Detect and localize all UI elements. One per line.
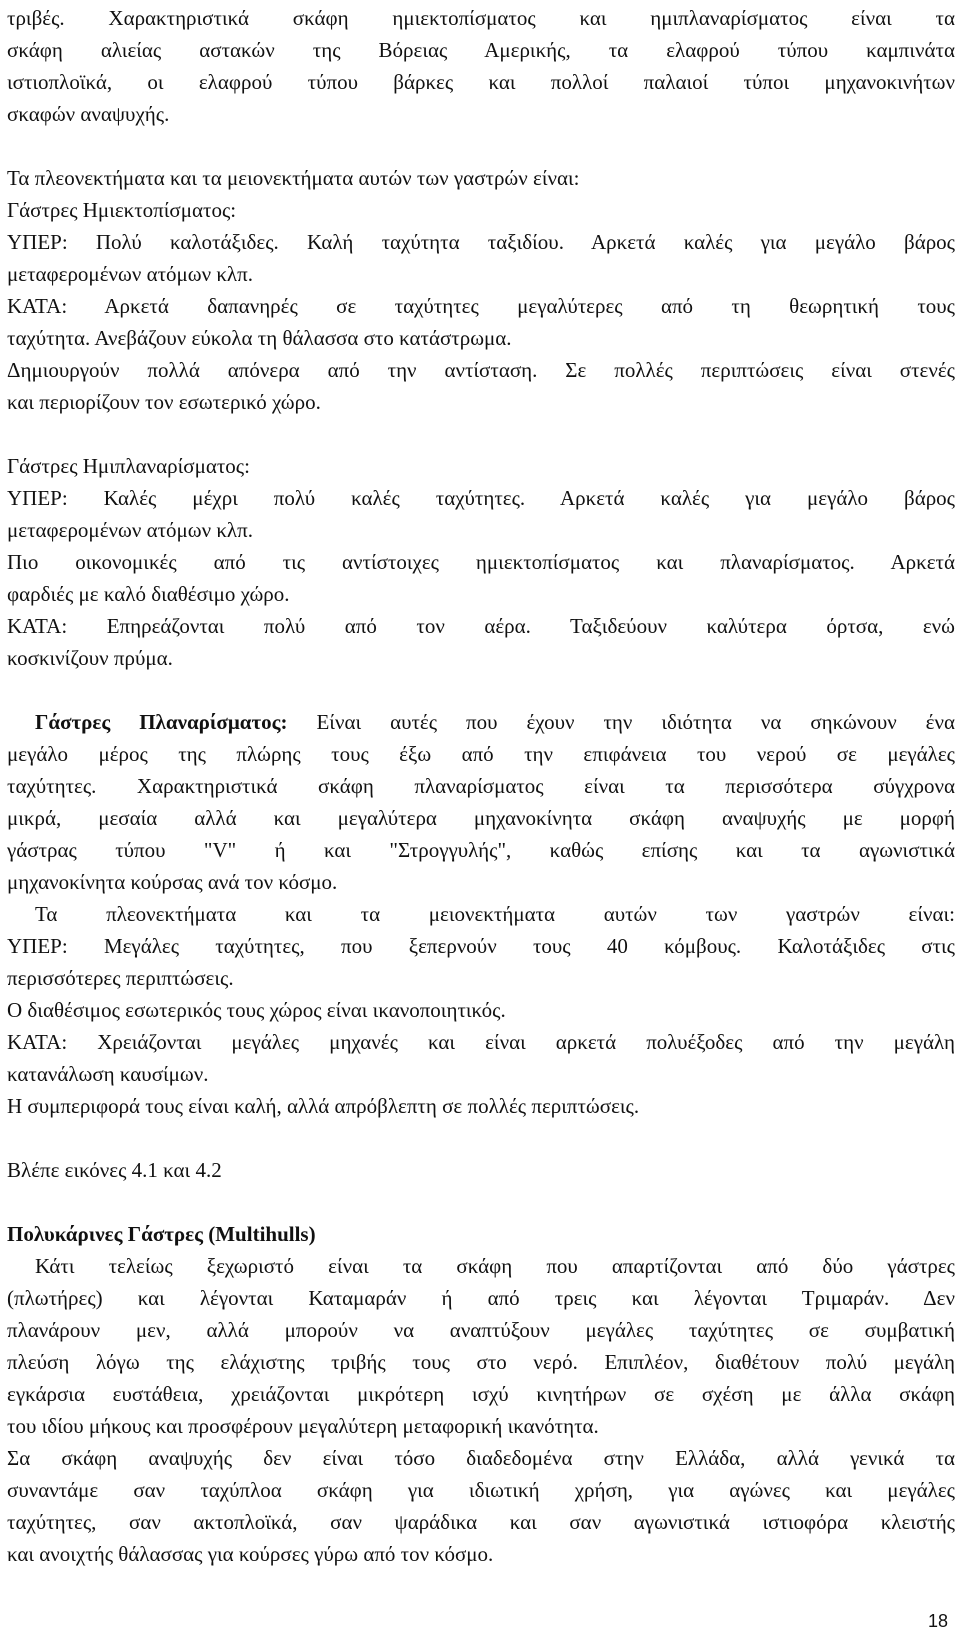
text-line [7,1378,955,1410]
text-line [7,610,955,642]
text-line [7,1346,955,1378]
line-text: σκάφη αλιείας αστακών της Βόρειας Αμερικής, τα ελαφρού τύπου καμπινάτα [7,38,955,62]
line-text: Σα σκάφη αναψυχής δεν είναι τόσο διαδεδομένα στην Ελλάδα, αλλά γενικά τα [7,1446,955,1470]
text-line [7,1314,955,1346]
document-body [7,2,955,1570]
text-line [7,898,955,930]
page-number: 18 [927,1611,948,1631]
bold-heading: Πολυκάρινες Γάστρες (Multihulls) [7,1222,316,1246]
blank-line [7,130,955,162]
text-line [7,546,955,578]
line-text: περισσότερες περιπτώσεις. [7,966,234,990]
line-text: ταχύτητες. Χαρακτηριστικά σκάφη πλαναρίσματος είναι τα περισσότερα σύγχρονα [7,774,955,798]
text-line [7,1090,955,1122]
line-text: και ανοιχτής θάλασσας για κούρσες γύρω από τον κόσμο. [7,1542,494,1566]
text-line [7,34,955,66]
text-line [7,482,955,514]
line-text: ΥΠΕΡ: Καλές μέχρι πολύ καλές ταχύτητες. Αρκετά καλές για μεγάλο βάρος [7,486,955,510]
line-text: Τα πλεονεκτήματα και τα μειονεκτήματα αυτών των γαστρών είναι: [7,166,580,190]
line-text: Είναι αυτές που έχουν την ιδιότητα να σηκώνουν ένα [316,710,955,734]
text-line [7,930,955,962]
text-line [7,258,955,290]
text-line [7,514,955,546]
line-text: ΥΠΕΡ: Πολύ καλοτάξιδες. Καλή ταχύτητα ταξιδίου. Αρκετά καλές για μεγάλο βάρος [7,230,955,254]
line-text: Η συμπεριφορά τους είναι καλή, αλλά απρόβλεπτη σε πολλές περιπτώσεις. [7,1094,640,1118]
text-line [7,962,955,994]
text-line [7,354,955,386]
blank-line [7,1122,955,1154]
line-text: Κάτι τελείως ξεχωριστό είναι τα σκάφη που απαρτίζονται από δύο γάστρες [35,1254,955,1278]
text-line [7,1250,955,1282]
text-line [7,98,955,130]
line-text: γάστρας τύπου "V" ή και "Στρογγυλής", καθώς επίσης και τα αγωνιστικά [7,838,955,862]
text-line [7,1282,955,1314]
text-line [7,290,955,322]
line-text: πλεύση λόγω της ελάχιστης τριβής τους στο νερό. Επιπλέον, διαθέτουν πολύ μεγάλη [7,1350,955,1374]
line-text: Δημιουργούν πολλά απόνερα από την αντίσταση. Σε πολλές περιπτώσεις είναι στενές [7,358,955,382]
text-line [7,706,955,738]
line-text: μεταφερομένων ατόμων κλπ. [7,262,253,286]
text-line [7,1506,955,1538]
text-line [7,66,955,98]
text-line [7,1442,955,1474]
text-line [7,1538,955,1570]
text-line [7,162,955,194]
blank-line [7,418,955,450]
blank-line [7,1186,955,1218]
line-text: ΚΑΤΑ: Επηρεάζονται πολύ από τον αέρα. Ταξιδεύουν καλύτερα όρτσα, ενώ [7,614,955,638]
line-text: Βλέπε εικόνες 4.1 και 4.2 [7,1158,222,1182]
line-text: πλανάρουν μεν, αλλά μπορούν να αναπτύξουν μεγάλες ταχύτητες σε συμβατική [7,1318,955,1342]
line-text: και περιορίζουν τον εσωτερικό χώρο. [7,390,321,414]
line-text: τριβές. Χαρακτηριστικά σκάφη ημιεκτοπίσματος και ημιπλαναρίσματος είναι τα [7,6,955,30]
text-line [7,322,955,354]
line-text: Ο διαθέσιμος εσωτερικός τους χώρος είναι ικανοποιητικός. [7,998,506,1022]
text-line [7,866,955,898]
text-line [7,2,955,34]
text-line [7,226,955,258]
line-text: φαρδιές με καλό διαθέσιμο χώρο. [7,582,290,606]
line-text: μεταφερομένων ατόμων κλπ. [7,518,253,542]
bold-heading: Γάστρες Πλαναρίσματος: [35,710,288,734]
text-line [7,1474,955,1506]
line-text: ιστιοπλοϊκά, οι ελαφρού τύπου βάρκες και πολλοί παλαιοί τύποι μηχανοκινήτων [7,70,955,94]
line-text: ταχύτητα. Ανεβάζουν εύκολα τη θάλασσα στο κατάστρωμα. [7,326,512,350]
text-line [7,1058,955,1090]
text-line [7,1410,955,1442]
line-text: ταχύτητες, σαν ακτοπλοϊκά, σαν ψαράδικα και σαν αγωνιστικά ιστιοφόρα κλειστής [7,1510,955,1534]
text-line [7,578,955,610]
line-text: μεγάλο μέρος της πλώρης τους έξω από την επιφάνεια του νερού σε μεγάλες [7,742,955,766]
text-line [7,738,955,770]
line-text: Τα πλεονεκτήματα και τα μειονεκτήματα αυτών των γαστρών είναι: [35,902,955,926]
line-text: Γάστρες Ημιπλαναρίσματος: [7,454,250,478]
line-text: κατανάλωση καυσίμων. [7,1062,209,1086]
text-line [7,994,955,1026]
text-line [7,194,955,226]
line-text: ΥΠΕΡ: Μεγάλες ταχύτητες, που ξεπερνούν τους 40 κόμβους. Καλοτάξιδες στις [7,934,955,958]
text-line [7,770,955,802]
text-line [7,1026,955,1058]
text-line [7,1154,955,1186]
line-text: εγκάρσια ευστάθεια, χρειάζονται μικρότερη ισχύ κινητήρων σε σχέση με άλλα σκάφη [7,1382,955,1406]
text-line [7,1218,955,1250]
text-line [7,386,955,418]
line-text: του ιδίου μήκους και προσφέρουν μεγαλύτερη μεταφορική ικανότητα. [7,1414,599,1438]
line-text: μικρά, μεσαία αλλά και μεγαλύτερα μηχανοκίνητα σκάφη αναψυχής με μορφή [7,806,955,830]
line-text: συναντάμε σαν ταχύπλοα σκάφη για ιδιωτική χρήση, για αγώνες και μεγάλες [7,1478,955,1502]
line-text: (πλωτήρες) και λέγονται Καταμαράν ή από τρεις και λέγονται Τριμαράν. Δεν [7,1286,955,1310]
line-text: Γάστρες Ημιεκτοπίσματος: [7,198,237,222]
line-text: ΚΑΤΑ: Αρκετά δαπανηρές σε ταχύτητες μεγαλύτερες από τη θεωρητική τους [7,294,955,318]
blank-line [7,674,955,706]
line-text: κοσκινίζουν πρύμα. [7,646,173,670]
line-text: ΚΑΤΑ: Χρειάζονται μεγάλες μηχανές και είναι αρκετά πολυέξοδες από την μεγάλη [7,1030,955,1054]
text-line [7,642,955,674]
text-line [7,450,955,482]
line-text: Πιο οικονομικές από τις αντίστοιχες ημιεκτοπίσματος και πλαναρίσματος. Αρκετά [7,550,955,574]
text-line [7,834,955,866]
text-line [7,802,955,834]
line-text: μηχανοκίνητα κούρσας ανά τον κόσμο. [7,870,338,894]
line-text: σκαφών αναψυχής. [7,102,170,126]
